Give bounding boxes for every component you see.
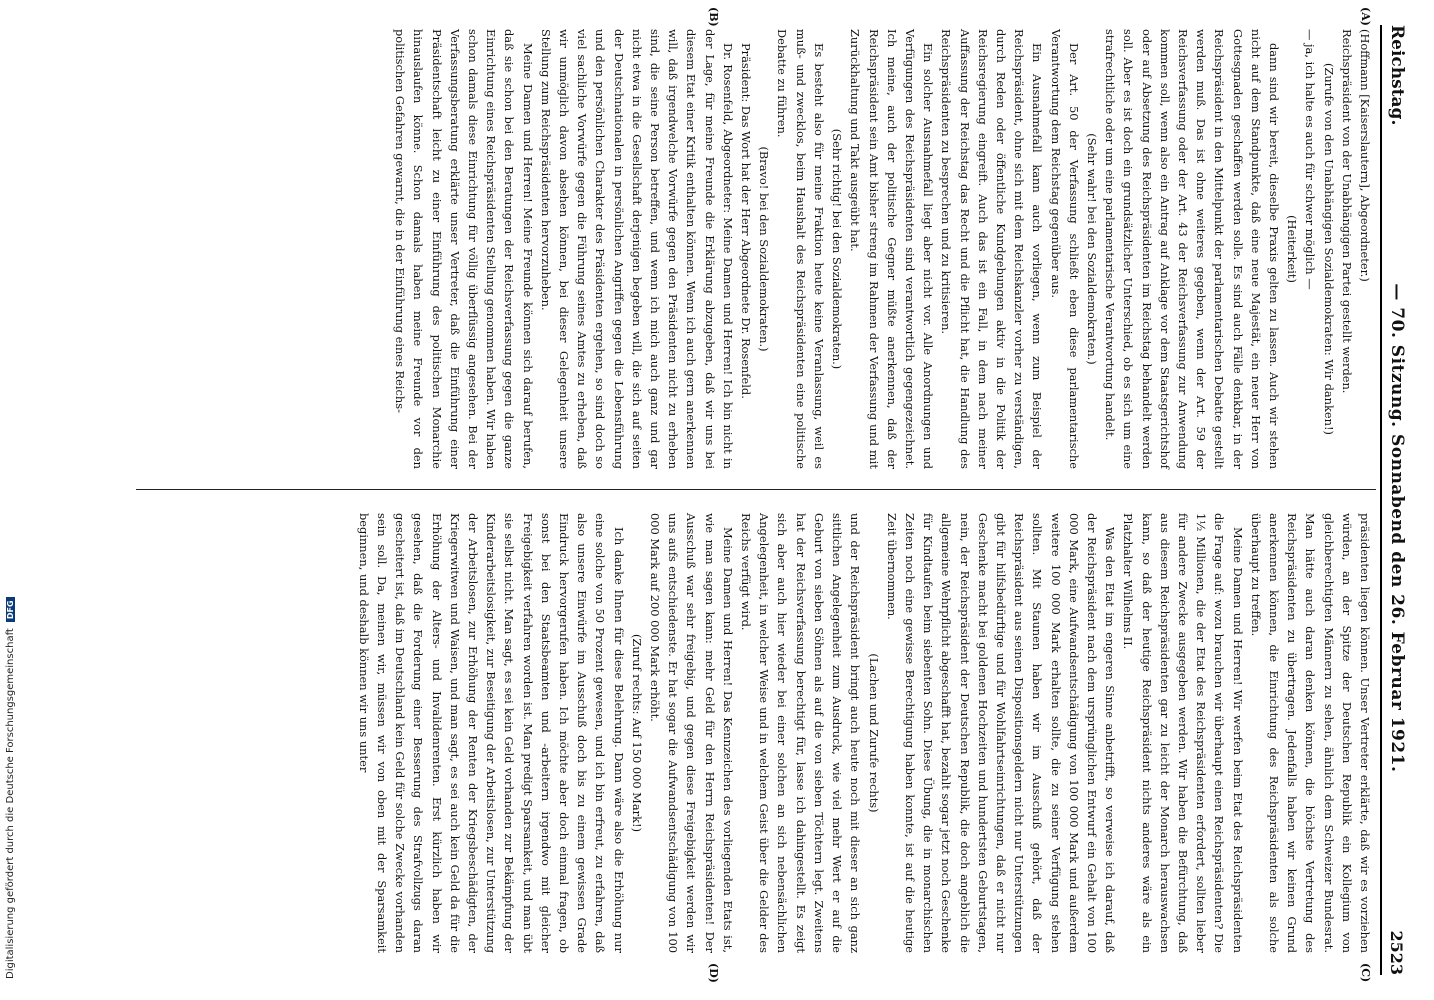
funding-note-text: Digitalisierung gefördert durch die Deutsche Forschungsgemeinschaft [4, 628, 16, 979]
margin-mark-b: (B) [707, 7, 720, 27]
funding-note [1, 19, 19, 979]
header-left: Reichstag. [1387, 25, 1407, 126]
left-column-paragraph: (Sehr richtig! bei den Sozialdemokraten.) [830, 128, 845, 370]
right-column-paragraph: präsidenten liegen können. Unser Vertreter erklärte, daß wir es vorziehen würden, an der Spitze der Deutschen Republik ein Kollegium von gleichberechtigten Männern zu sehen, ähnlich dem Schweizer Bundesrat. Man hätte auch daran denken können, die höchste Vertretung des Reichspräsidenten zu übertragen. Jedenfalls haben wir keinen Grund anerkennen können, die Einrichtung des Reichspräsidenten als solche überhaupt zu treffen. [1248, 513, 1372, 953]
left-column [391, 29, 1374, 469]
right-column [355, 513, 1374, 953]
left-column-paragraph: Ein solcher Ausnahmefall liegt aber nicht vor. Alle Anordnungen und Verfügungen des Reichspräsidenten sind verantwortlich gegengezeichnet. Ich meine, auch der politische Gegner müßte anerkennen, daß der Reichspräsident sein Amt bisher streng im Rahmen der Verfassung und mit Zurückhaltung und Takt ausgeübt hat. [848, 29, 936, 469]
left-column-paragraph: Ein Ausnahmefall kann auch vorliegen, wenn zum Beispiel der Reichspräsident, ohne sich mit dem Reichskanzler vorher zu verständigen, durch Reden oder öffentliche Kundgebungen aktiv in die Politik der Reichsregierung eingreift. Auch das ist ein Fall, in dem nach meiner Auffassung der Reichstag das Recht und die Pflicht hat, die Handlung des Reichspräsidenten zu besprechen und zu kritisieren. [939, 29, 1045, 469]
left-column-paragraph: Reichspräsident von der Unabhängigen Partei gestellt werden. [1339, 29, 1354, 394]
left-column-paragraph: (Hoffmann [Kaiserslautern], Abgeordneter.) [1358, 29, 1372, 282]
left-column-paragraph: (Zurufe von den Unabhängigen Sozialdemokraten: Wir danken!) [1321, 62, 1336, 435]
rotated-newspaper-page [120, 5, 1420, 995]
dfg-logo: DFG [6, 597, 15, 622]
right-column-paragraph: Meine Damen und Herren! Das Kennzeichen des vorliegenden Etats ist, wie man sagen kann: mehr Geld für den Herrn Reichspräsidenten! Der Ausschuß war sehr freigebig, und gegen diese Freigebigkeit werden wir uns aufs entschiedenste. Er hat sogar die Aufwandsentschädigung von 100 000 Mark auf 200 000 Mark erhöht. [648, 513, 735, 953]
left-column-paragraph: — ja, ich halte es auch für schwer möglich — [1303, 29, 1318, 290]
margin-mark-a: (A) [1359, 7, 1372, 26]
column-divider [136, 489, 1376, 490]
left-column-paragraph: dann sind wir bereit, dieselbe Praxis gelten zu lassen. Auch wir stehen nicht auf dem Standpunkte, daß eine neue Majestät, ein neuer Herr von Gottesgnaden geschaffen werden solle. Es sind auch Fälle denkbar, in der Reichspräsident in den Mittelpunkt der parlamentarischen Debatte gestellt werden muß. Das ist ohne weiteres gegeben, wenn der Art. 59 der Reichsverfassung oder der Art. 43 der Reichsverfassung zur Anwendung kommen soll, wenn also ein Antrag auf Anklage vor dem Staatsgerichtshof oder auf Absetzung des Reichspräsidenten im Reichstag behandelt werden soll. Aber es ist doch ein grundsätzlicher Unterschied, ob es sich um eine strafrechtliche oder um eine parlamentarische Verantwortung handelt. [1103, 29, 1281, 469]
page-header [1380, 25, 1412, 975]
right-column-paragraph: Ich danke Ihnen für diese Belehrung. Dann wäre also die Erhöhung nur eine solche von 50 Prozent gewesen, und ich bin erfreut, zu erfahren, daß also unsere Einwürfe im Ausschuß doch bis zu einem gewissen Grade Eindruck hervorgerufen haben. Ich möchte aber doch einmal fragen, ob sonst bei den Staatsbeamten und -arbeitern irgendwo mit gleicher Freigebigkeit verfahren worden ist. Man predigt Sparsamkeit, und man übt sie selbst nicht. Man sagt, es sei kein Geld vorhanden zur Bekämpfung der Kinderarbeitslosigkeit, zur Beseitigung der Arbeitslosen, zur Unterstützung der Arbeitslosen, zur Erhöhung der Renten der Kriegsbeschädigten, der Kriegerwitwen und Waisen, und man sagt, es sei auch kein Geld da für die Erhöhung der Alters- und Invalidenrenten. Erst kürzlich haben wir gesehen, daß die Forderung einer Besserung des Strafvollzugs daran gescheitert ist, daß im Deutschland kein Geld für solche Zwecke vorhanden sein soll. Da, meinen wir, müssen wir von oben mit der Sparsamkeit beginnen, und deshalb können wir uns unter [356, 513, 626, 953]
right-column-paragraph: (Lachen und Zurufe rechts) [866, 653, 881, 813]
left-column-paragraph: Der Art. 50 der Verfassung schließt eben diese parlamentarische Verantwortung dem Reichstag gegenüber aus. [1048, 29, 1081, 469]
margin-mark-c: (C) [1359, 963, 1372, 983]
scan-area [110, 0, 1430, 1000]
left-column-paragraph: (Sehr wahr! bei den Sozialdemokraten.) [1084, 133, 1099, 365]
left-column-paragraph: Es besteht also für meine Fraktion heute keine Veranlassung, weil es muß- und zwecklos, beim Haushalt des Reichspräsidenten eine politische Debatte zu führen. [775, 29, 826, 469]
left-column-paragraph: (Bravo! bei den Sozialdemokraten.) [757, 146, 772, 352]
right-column-paragraph: und der Reichspräsident bringt auch heute noch mit dieser an sich ganz sittlichen Angelegenheit zum Ausdruck, wie viel mehr Wert er auf die Geburt von sieben Söhnen als auf die von sieben Töchtern legt. Zweitens hat der Reichsverfassung berechtigt für, lasse ich dahingestellt. Es zeigt sich aber auch hier wieder bei einer solchen an sich nebensächlichen Angelegenheit, in welcher Weise und in welchem Geist über die Gelder des Reichs verfügt wird. [739, 513, 863, 953]
margin-mark-d: (D) [707, 963, 720, 983]
left-column-paragraph: Meine Damen und Herren! Meine Freunde können sich darauf berufen, daß sie schon bei den Beratungen der Reichsverfassung gegen die ganze Einrichtung eines Reichspräsidenten Stellung genommen haben. Wir haben schon damals diese Einrichtung für völlig überflüssig angesehen. Bei der Verfassungsberatung erklärte unser Vertreter, daß die Einführung einer Präsidentschaft leicht zu einer Einführung des politischen Monarchie hinauslaufen könne. Schon damals haben meine Freunde vor den politischen Gefahren gewarnt, die in der Einführung eines Reichs- [393, 29, 535, 469]
left-column-paragraph: Dr. Rosenfeld, Abgeordneter: Meine Damen und Herren! Ich bin nicht in der Lage, für meine Freunde die Erklärung abzugeben, daß wir uns bei diesem Etat einer Kritik enthalten können. Wenn ich auch gern anerkennen will, daß irgendwelche Vorwürfe gegen den Präsidenten nicht zu erheben sind, die seine Person betreffen, und wenn ich mich auch ganz und gar nicht etwa in die Gesellschaft derjenigen begeben will, die sich auf seiten der Deutschnationalen in persönlichen Angriffen gegen die Lebensführung und den persönlichen Charakter des Präsidenten ergehen, so sind doch so viel sachliche Vorwürfe gegen die Führung seines Amtes zu erheben, daß wir unmöglich davon absehen können, bei dieser Gelegenheit unsere Stellung zum Reichspräsidenten hervorzuheben. [538, 29, 735, 469]
page-number: 2523 [1387, 930, 1407, 975]
right-column-paragraph: (Zuruf rechts: Auf 150 000 Mark!) [629, 633, 644, 833]
right-column-paragraph: Meine Damen und Herren! Wir werfen beim Etat des Reichspräsidenten die Frage auf: wozu brauchen wir überhaupt einen Reichspräsidenten? Die 1½ Millionen, die der Etat des Reichspräsidenten erfordert, sollten lieber für andere Zwecke ausgegeben werden. Wir haben die Befürchtung, daß aus diesem Reichspräsidenten gar zu leicht der Monarch herauswachsen kann, so daß der heutige Reichspräsident nichts anderes wäre als ein Platzhalter Wilhelms II. [1121, 513, 1245, 953]
header-title: — 70. Sitzung. Sonnabend den 26. Februar 1921. [1387, 283, 1407, 773]
right-column-paragraph: Was den Etat im engeren Sinne anbetrifft, so verweise ich darauf, daß der Reichspräsident nach dem ursprünglichen Entwurf ein Gehalt von 100 000 Mark, eine Aufwandsentschädigung von 100 000 Mark und außerdem weitere 100 000 Mark erhalten sollte, die zu seiner Verfügung stehen sollten. Mit Staunen haben wir im Ausschuß gehört, daß der Reichspräsident aus seinen Dispositionsgeldern nicht nur Unterstützungen gibt für hilfsbedürftige und für Wohlfahrtseinrichtungen, daß er nicht nur Geschenke macht bei goldenen Hochzeiten und hundertsten Geburtstagen, nein, der Reichspräsident der Deutschen Republik, die doch angeblich die allgemeine Wehrpflicht abgeschafft hat, bezahlt sogar jetzt noch Geschenke für Kindtaufen beim siebenten Sohn. Diese Übung, die in monarchischen Zeiten noch eine gewisse Berechtigung haben konnte, ist auf die heutige Zeit übernommen. [884, 513, 1118, 953]
left-column-paragraph: (Heiterkeit) [1285, 215, 1300, 283]
left-column-paragraph: Präsident: Das Wort hat der Herr Abgeordnete Dr. Rosenfeld. [739, 43, 754, 399]
